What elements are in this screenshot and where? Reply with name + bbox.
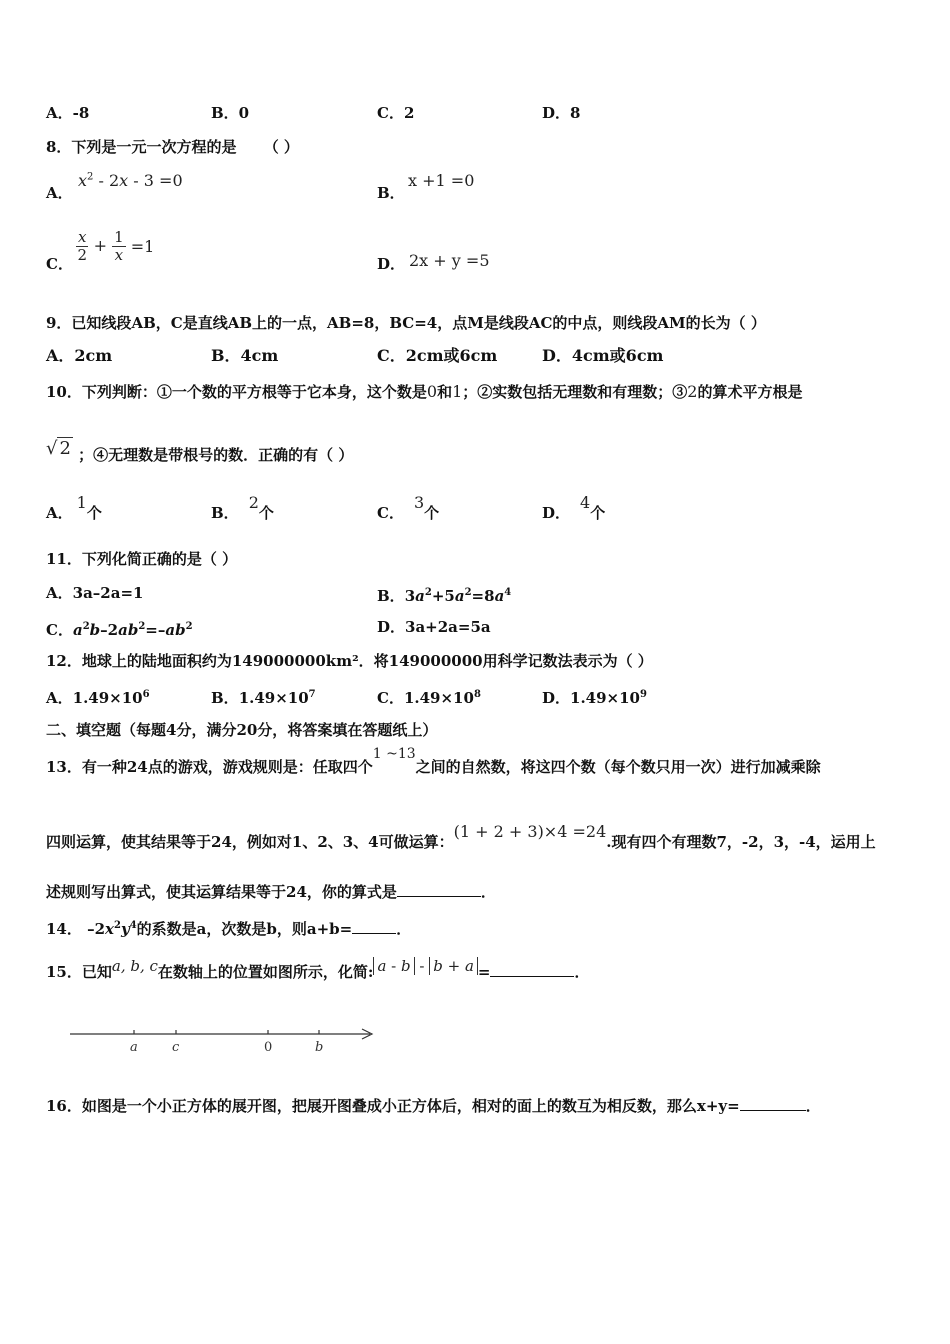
q9-option-c: C．2cm或6cm [377, 346, 498, 365]
q10-option-c: C．3个 [377, 493, 440, 522]
q8-option-b-expr: x +1 =0 [408, 171, 475, 190]
q12-stem: 12．地球上的陆地面积约为149000000km²．将149000000用科学记数法表示为（ ） [46, 652, 653, 670]
q16-line: 16．如图是一个小正方体的展开图，把展开图叠成小正方体后，相对的面上的数互为相反数，那么x+y= ． [46, 1097, 821, 1115]
label-b: b [315, 1040, 324, 1055]
q9-stem: 9．已知线段AB，C是直线AB上的一点，AB=8，BC=4，点M是线段AC的中点，则线段AM的长为（ ） [46, 314, 766, 332]
label-a: a [130, 1040, 138, 1055]
q13-line2: 四则运算，使其结果等于24，例如对1、2、3、4可做运算：(1 + 2 + 3)×4 =24.现有四个有理数7，-2，3，-4，运用上 [46, 822, 876, 851]
q10-option-b: B．2个 [211, 493, 274, 522]
q15-answer-blank[interactable] [490, 962, 574, 977]
q8-option-c-expr: $\frac{x}{2}$ + $\frac{1}{x}$ =1 [77, 228, 155, 264]
q11-option-d: D．3a+2a=5a [377, 618, 491, 636]
q7-option-a: A．-8 [46, 104, 90, 122]
q7-option-d: D．8 [542, 104, 581, 122]
q8-option-d-expr: 2x + y =5 [409, 251, 490, 270]
q10-line1: 10．下列判断：①一个数的平方根等于它本身，这个数是0和1；②实数包括无理数和有理数；③2的算术平方根是 [46, 382, 803, 401]
q11-option-b: B．$3a^2+5a^2=8a^4$ [377, 587, 512, 605]
q12-option-c: C．$1.49\times 10^8$ [377, 689, 481, 707]
q14-line: 14． $-2x^2y^4$的系数是a，次数是b，则a+b= ． [46, 920, 412, 938]
q8-stem: 8．下列是一元一次方程的是 （ ） [46, 138, 299, 156]
q10-option-d: D．4个 [542, 493, 606, 522]
q8-option-a-expr: $x^2 - 2x - 3 =0$ [78, 171, 183, 190]
q8-option-d-label: D． [377, 255, 406, 273]
q12-option-b: B．$1.49\times 10^7$ [211, 689, 316, 707]
sqrt-two: √ 2 [46, 438, 71, 459]
q7-option-c: C．2 [377, 104, 415, 122]
section-2-heading: 二、填空题（每题4分，满分20分，将答案填在答题纸上） [46, 721, 438, 739]
q9-option-a: A．2cm [46, 346, 113, 365]
q9-option-b: B．4cm [211, 346, 279, 365]
q11-stem: 11．下列化简正确的是（ ） [46, 550, 238, 568]
q13-line3: 述规则写出算式，使其运算结果等于24，你的算式是 ． [46, 883, 496, 901]
q11-option-a: A．3a–2a=1 [46, 584, 144, 602]
q9-option-d: D．4cm或6cm [542, 346, 664, 365]
q12-option-d: D．$1.49\times 10^9$ [542, 689, 647, 707]
q13-line1: 13．有一种24点的游戏，游戏规则是：任取四个1 ~13之间的自然数，将这四个数（每个数只用一次）进行加减乘除 [46, 746, 821, 776]
q11-option-c: C．$a^2b-2ab^2=-ab^2$ [46, 621, 193, 639]
q12-option-a: A．$1.49\times 10^6$ [46, 689, 150, 707]
q14-answer-blank[interactable] [352, 919, 396, 934]
q8-option-c-label: C． [46, 255, 73, 273]
q8-option-a-label: A． [46, 184, 73, 202]
label-0: 0 [264, 1040, 273, 1055]
q7-option-b: B．0 [211, 104, 250, 122]
q8-option-b-label: B． [377, 184, 405, 202]
q10-line2: √ 2 ；④无理数是带根号的数．正确的有（ ） [46, 438, 354, 464]
q15-line: 15．已知a, b, c在数轴上的位置如图所示，化简: a - b - b + a = ． [46, 957, 590, 981]
q10-option-a: A．1个 [46, 493, 102, 522]
number-line-figure [60, 1022, 380, 1058]
q13-answer-blank[interactable] [397, 882, 481, 897]
label-c: c [172, 1040, 180, 1055]
q16-answer-blank[interactable] [740, 1096, 806, 1111]
